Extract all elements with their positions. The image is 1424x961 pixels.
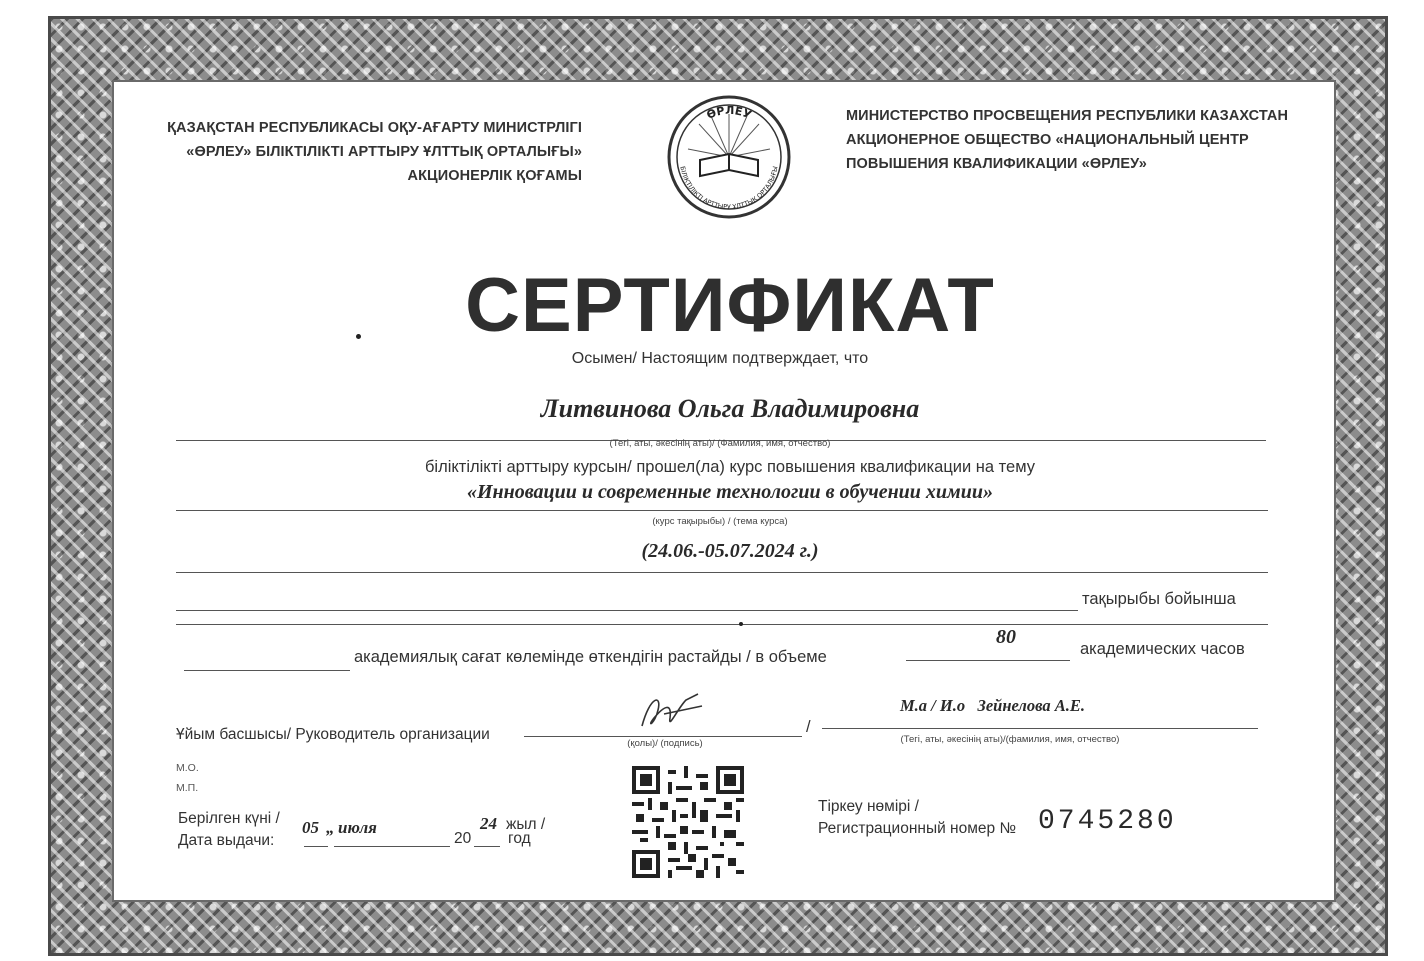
hours-left-line (184, 670, 350, 671)
issue-day-mark: „ (326, 818, 335, 837)
topic-suffix: тақырыбы бойынша (1082, 590, 1236, 608)
ink-speck (356, 334, 361, 339)
header-kaz-line-3: АКЦИОНЕРЛІК ҚОҒАМЫ (407, 168, 582, 184)
header-russian (846, 104, 1316, 176)
course-dates: (24.06.-05.07.2024 г.) (641, 540, 819, 562)
signature-slash: / (806, 718, 811, 736)
topic-underline-2 (176, 624, 1268, 625)
issue-year-prefix: 20 (454, 830, 472, 847)
ink-speck (739, 622, 743, 626)
qr-code-icon[interactable] (632, 766, 744, 878)
topic-caption: (курс тақырыбы) / (тема курса) (652, 516, 788, 527)
registration-label-rus: Регистрационный номер № (818, 820, 1017, 837)
registration-label-kaz: Тіркеу нөмірі / (818, 798, 919, 815)
issue-month: июля (338, 818, 377, 837)
seal-mark-rus: М.П. (176, 782, 199, 794)
blank-line (176, 610, 1078, 611)
header-kaz-line-2: «ӨРЛЕУ» БІЛІКТІЛІКТІ АРТТЫРУ ҰЛТТЫҚ ОРТАЛЫҒЫ» (186, 144, 582, 160)
hours-text: академиялық сағат көлемінде өткендігін растайды / в объеме (354, 648, 827, 666)
header-rus-line-1: МИНИСТЕРСТВО ПРОСВЕЩЕНИЯ РЕСПУБЛИКИ КАЗАХСТАН (846, 108, 1289, 124)
signer-caption: (Тегі, аты, әкесінің аты)/(фамилия, имя, отчество) (900, 734, 1120, 745)
topic-underline (176, 510, 1268, 511)
year-underline (474, 846, 500, 847)
confirm-text: Осымен/ Настоящим подтверждает, что (571, 350, 869, 367)
header-kaz-line-1: ҚАЗАҚСТАН РЕСПУБЛИКАСЫ ОҚУ-АҒАРТУ МИНИСТРЛІГІ (167, 120, 582, 136)
course-intro: біліктілікті арттыру курсын/ прошел(ла) курс повышения квалификации на тему (424, 458, 1036, 476)
header-rus-line-2: АКЦИОНЕРНОЕ ОБЩЕСТВО «НАЦИОНАЛЬНЫЙ ЦЕНТР (846, 132, 1249, 148)
header-kazakh (150, 116, 582, 188)
signer-name: М.а / И.о Зейнелова А.Е. (900, 696, 1086, 715)
issue-year: 24 (480, 814, 497, 833)
recipient-name: Литвинова Ольга Владимировна (540, 394, 920, 423)
signature-caption: (қолы)/ (подпись) (627, 738, 703, 749)
orleu-emblem-icon (666, 94, 792, 220)
hours-suffix: академических часов (1080, 640, 1245, 658)
header-rus-line-3: ПОВЫШЕНИЯ КВАЛИФИКАЦИИ «ӨРЛЕУ» (846, 156, 1147, 172)
dates-underline (176, 572, 1268, 573)
issue-year-kaz: жыл / (506, 816, 546, 833)
issue-label-rus: Дата выдачи: (178, 832, 275, 849)
svg-text:БІЛІКТІЛІКТІ АРТТЫРУ ҰЛТТЫҚ ОР: БІЛІКТІЛІКТІ АРТТЫРУ ҰЛТТЫҚ ОРТАЛЫҒЫ (678, 165, 780, 211)
certificate-title: СЕРТИФИКАТ (465, 263, 995, 348)
signer-line (822, 728, 1258, 729)
signature-label: Ұйым басшысы/ Руководитель организации (176, 726, 490, 743)
month-underline (334, 846, 450, 847)
issue-label-kaz: Берілген күні / (178, 810, 280, 827)
seal-mark-kaz: М.О. (176, 762, 199, 774)
hours-value-line (906, 660, 1070, 661)
day-underline (304, 846, 328, 847)
hours-value: 80 (996, 626, 1016, 648)
registration-number: 0745280 (1038, 806, 1177, 837)
issue-day: 05 (302, 818, 319, 837)
svg-text:ӨРЛЕУ: ӨРЛЕУ (704, 103, 754, 122)
issue-year-rus: год (508, 830, 531, 847)
course-topic: «Инновации и современные технологии в обучении химии» (466, 481, 993, 503)
signature-icon (628, 688, 724, 738)
name-caption: (Тегі, аты, әкесінің аты)/ (Фамилия, имя, отчество) (609, 438, 831, 449)
